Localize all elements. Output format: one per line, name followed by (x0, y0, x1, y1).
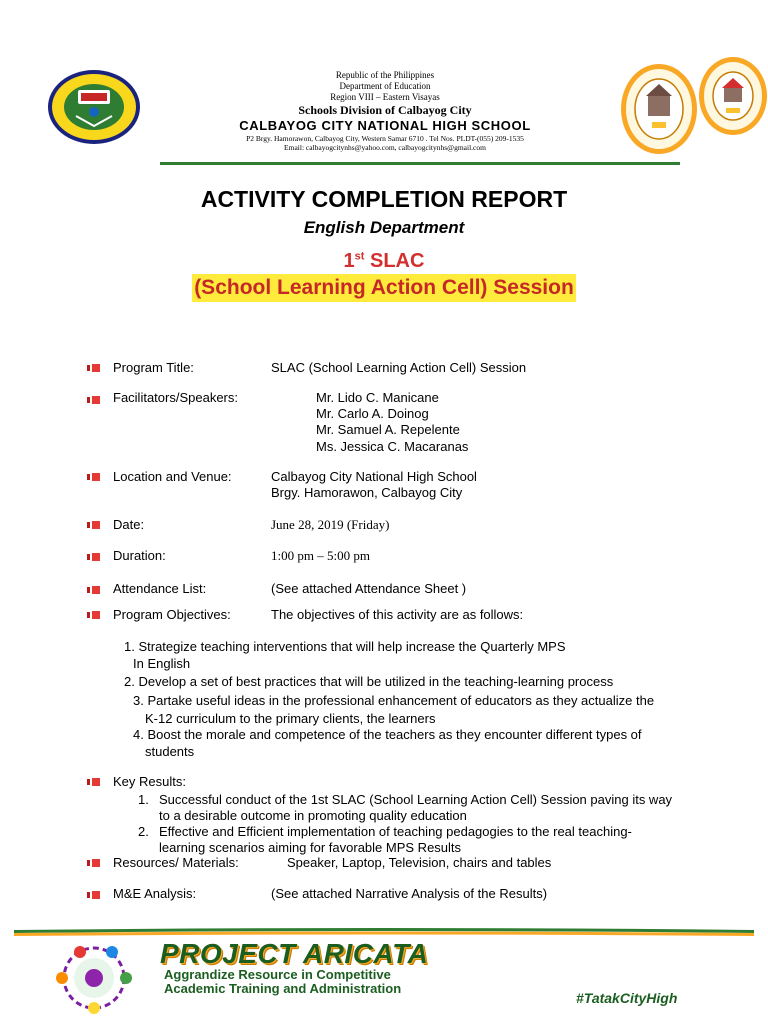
facilitator-name: Mr. Lido C. Manicane (316, 390, 439, 405)
facilitators-label: Facilitators/Speakers: (113, 390, 238, 405)
key-result-text-cont: to a desirable outcome in promoting quality education (159, 808, 467, 823)
objectives-intro: The objectives of this activity are as follows: (271, 607, 524, 622)
facilitator-name: Ms. Jessica C. Macaranas (316, 439, 469, 454)
facilitator-name: Mr. Samuel A. Repelente (316, 422, 460, 437)
school-seal-logo (620, 62, 698, 156)
attendance-value: (See attached Attendance Sheet ) (271, 581, 467, 596)
facilitator-name: Mr. Carlo A. Doinog (316, 406, 429, 421)
objectives-label: Program Objectives: (113, 607, 231, 622)
session-full-title-wrap (0, 274, 768, 302)
secondary-seal-logo (698, 56, 768, 136)
location-value: Calbayog City National High School (271, 469, 477, 484)
attendance-label: Attendance List: (113, 581, 207, 596)
objective-item: 1. Strategize teaching interventions that will help increase the Quarterly MPS (124, 639, 566, 654)
key-result-text-cont: learning scenarios aiming for favorable MPS Results (159, 840, 462, 855)
date-label: Date: (113, 517, 145, 532)
objective-item-cont: students (145, 744, 195, 759)
project-line-1: Aggrandize Resource in Competitive (164, 967, 391, 982)
program-title-label: Program Title: (113, 360, 194, 375)
program-title-value: SLAC (School Learning Action Cell) Session (271, 360, 527, 375)
bullet-icon (92, 364, 100, 372)
republic-line: Republic of the Philippines (335, 70, 435, 80)
bullet-icon (92, 396, 100, 404)
location-value: Brgy. Hamorawon, Calbayog City (271, 485, 463, 500)
bullet-icon (92, 473, 100, 481)
department-line: Department of Education (339, 81, 431, 91)
footer-swoosh (14, 928, 754, 936)
email-line: Email: calbayogcitynhs@yahoo.com, calbayogcitynhs@gmail.com (284, 143, 486, 152)
session-ordinal-suffix: st (354, 250, 365, 263)
bullet-icon (92, 859, 100, 867)
letterhead-divider (160, 162, 680, 165)
objective-item-cont: In English (133, 656, 191, 671)
report-title: ACTIVITY COMPLETION REPORT (200, 186, 568, 212)
bullet-icon (92, 586, 100, 594)
location-label: Location and Venue: (113, 469, 232, 484)
key-result-text: Effective and Efficient implementation of teaching pedagogies to the real teaching- (159, 824, 632, 839)
resources-label: Resources/ Materials: (113, 855, 239, 870)
address-line: P2 Brgy. Hamorawon, Calbayog City, Western Samar 6710 . Tel Nos. PLDT-(055) 209-1535 (246, 134, 524, 143)
bullet-icon (92, 611, 100, 619)
project-name: PROJECT ARICATA (160, 938, 429, 969)
objective-item-cont: K-12 curriculum to the primary clients, the learners (145, 711, 436, 726)
bullet-icon (92, 778, 100, 786)
me-analysis-value: (See attached Narrative Analysis of the Results) (271, 886, 548, 901)
key-result-number: 1. (138, 792, 149, 807)
key-results-label: Key Results: (113, 774, 186, 789)
session-name: SLAC (370, 250, 425, 272)
letterhead-text (160, 70, 610, 152)
resources-value: Speaker, Laptop, Television, chairs and tables (287, 855, 552, 870)
objective-item: 3. Partake useful ideas in the professional enhancement of educators as they actualize the (133, 693, 655, 708)
region-line: Region VIII – Eastern Visayas (330, 92, 440, 102)
me-analysis-label: M&E Analysis: (113, 886, 197, 901)
session-heading (0, 250, 768, 273)
objective-item: 4. Boost the morale and competence of the teachers as they encounter different types of (133, 727, 642, 742)
project-aricata-logo (44, 938, 144, 1018)
hashtag: #TatakCityHigh (576, 990, 678, 1006)
division-line: Schools Division of Calbayog City (298, 103, 472, 117)
objective-item: 2. Develop a set of best practices that will be utilized in the teaching-learning process (124, 674, 614, 689)
key-result-text: Successful conduct of the 1st SLAC (School Learning Action Cell) Session paving its way (159, 792, 673, 807)
division-seal-logo (46, 68, 142, 146)
project-line-2: Academic Training and Administration (164, 981, 402, 996)
department-subtitle: English Department (303, 218, 465, 237)
duration-value: 1:00 pm – 5:00 pm (271, 548, 370, 563)
duration-label: Duration: (113, 548, 166, 563)
key-result-number: 2. (138, 824, 149, 839)
session-full-title: (School Learning Action Cell) Session (192, 274, 576, 302)
bullet-icon (92, 553, 100, 561)
bullet-icon (92, 521, 100, 529)
session-ordinal: 1 (343, 250, 355, 272)
school-name: CALBAYOG CITY NATIONAL HIGH SCHOOL (239, 118, 531, 133)
bullet-icon (92, 891, 100, 899)
date-value: June 28, 2019 (Friday) (271, 517, 390, 532)
